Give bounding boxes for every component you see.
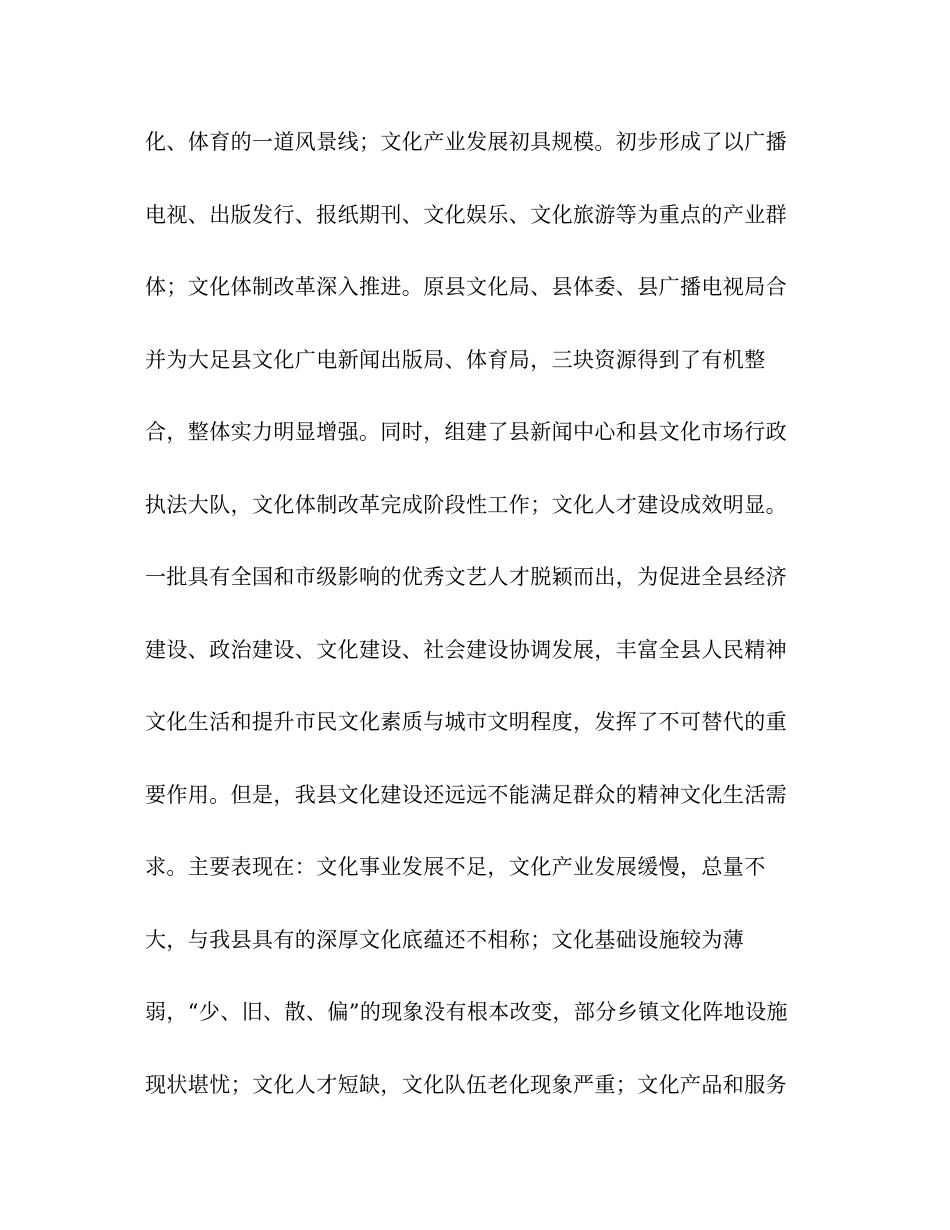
text-line: 体；文化体制改革深入推进。原县文化局、县体委、县广播电视局合: [145, 275, 787, 299]
text-line: 合，整体实力明显增强。同时，组建了县新闻中心和县文化市场行政: [145, 420, 787, 444]
text-line: 要作用。但是，我县文化建设还远远不能满足群众的精神文化生活需: [145, 782, 787, 807]
text-line: 文化生活和提升市民文化素质与城市文明程度，发挥了不可替代的重: [145, 710, 787, 734]
text-line: 执法大队，文化体制改革完成阶段性工作；文化人才建设成效明显。: [145, 492, 787, 517]
text-line: 建设、政治建设、文化建设、社会建设协调发展，丰富全县人民精神: [145, 637, 787, 662]
text-line: 求。主要表现在：文化事业发展不足，文化产业发展缓慢，总量不: [145, 855, 766, 879]
text-line: 化、体育的一道风景线；文化产业发展初具规模。初步形成了以广播: [145, 130, 787, 154]
text-line: 弱，“少、旧、散、偏”的现象没有根本改变，部分乡镇文化阵地设施: [145, 1000, 788, 1024]
text-line: 并为大足县文化广电新闻出版局、体育局，三块资源得到了有机整: [145, 347, 766, 372]
text-line: 一批具有全国和市级影响的优秀文艺人才脱颖而出，为促进全县经济: [145, 565, 787, 589]
body-text: [145, 124, 805, 1139]
text-line: 现状堪忧；文化人才短缺，文化队伍老化现象严重；文化产品和服务: [145, 1072, 787, 1097]
text-line: 电视、出版发行、报纸期刊、文化娱乐、文化旅游等为重点的产业群: [145, 202, 787, 227]
text-line: 大，与我县具有的深厚文化底蕴还不相称；文化基础设施较为薄: [145, 927, 745, 952]
